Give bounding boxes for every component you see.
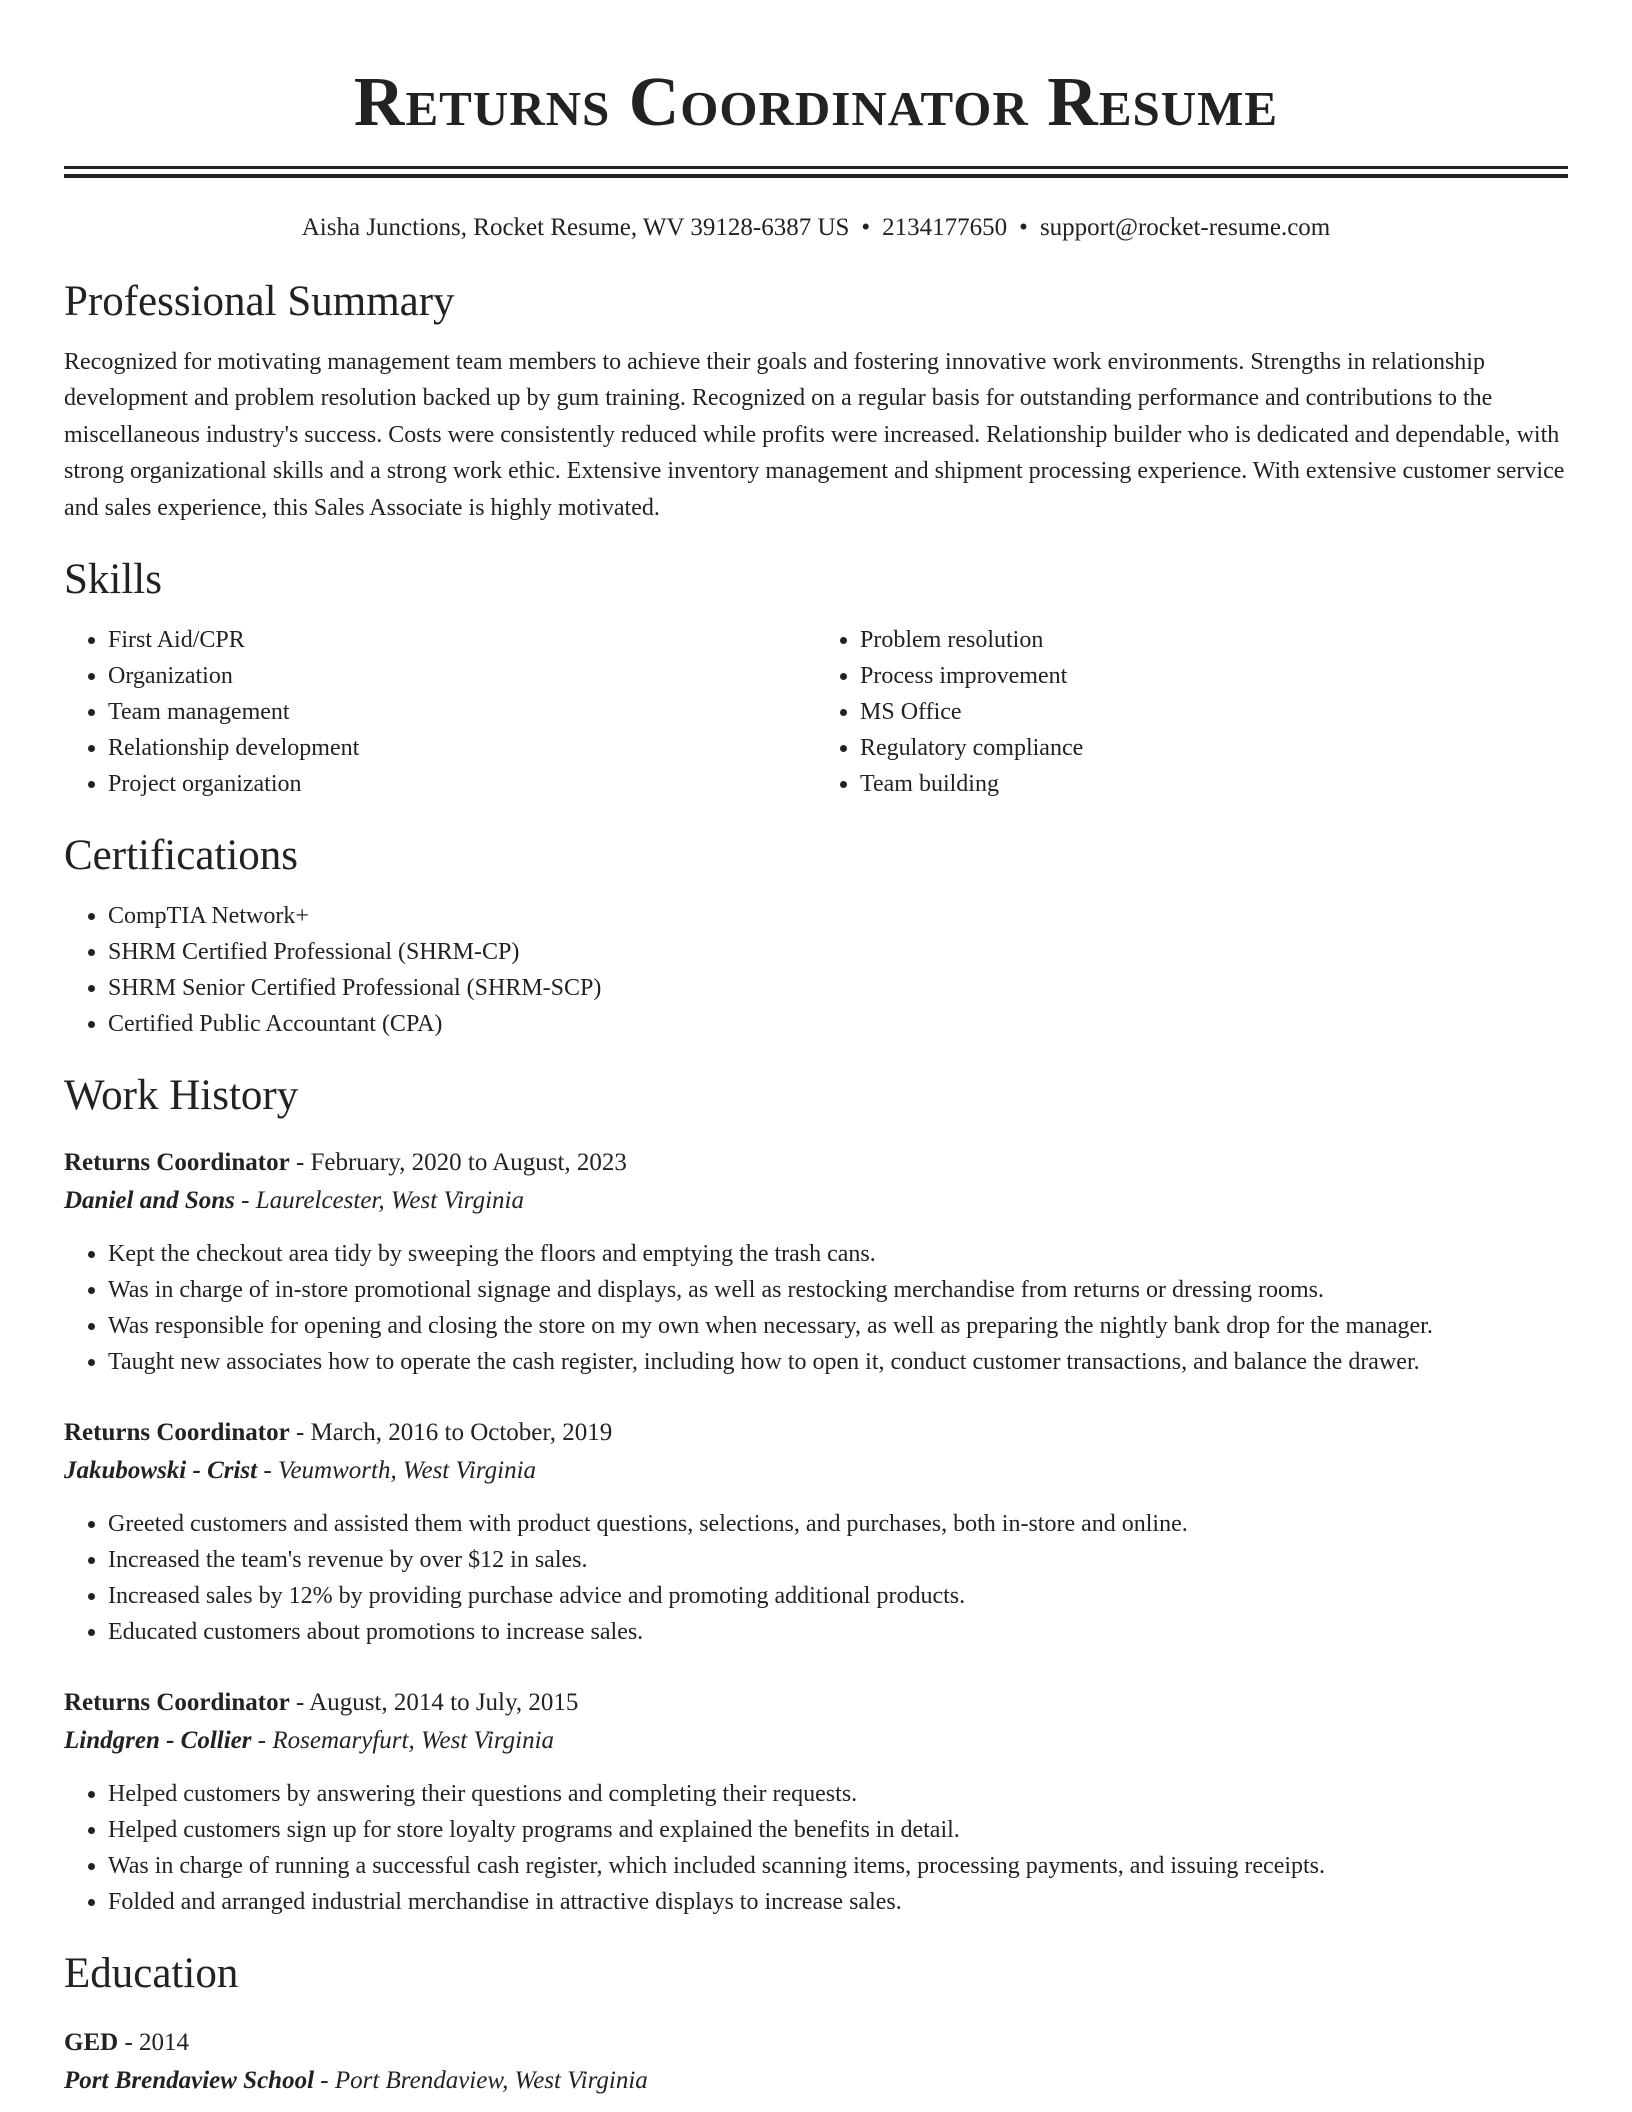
skill-item: • MS Office	[860, 694, 1568, 730]
job-dates: March, 2016 to October, 2019	[310, 1419, 613, 1447]
job-title-line: Returns Coordinator - August, 2014 to July, 2015	[64, 1689, 579, 1717]
page-title: Returns Coordinator Resume	[353, 64, 1279, 141]
skill-item: • Process improvement	[860, 658, 1568, 694]
skill-item: • Regulatory compliance	[860, 730, 1568, 766]
job-title-line: Returns Coordinator - March, 2016 to October, 2019	[64, 1419, 613, 1447]
education-year: 2014	[139, 2029, 190, 2057]
skill-item: • Problem resolution	[860, 622, 1568, 658]
education-section	[64, 1946, 1568, 2100]
job-duty: • Kept the checkout area tidy by sweeping the floors and emptying the trash cans.	[108, 1236, 1568, 1272]
certifications-section	[64, 828, 1568, 1042]
work-history-heading: Work History	[64, 1072, 299, 1120]
job-duty: • Taught new associates how to operate the cash register, including how to open it, conduct customer transactions, and balance the drawer.	[108, 1344, 1568, 1380]
job-duty: • Was in charge of in-store promotional signage and displays, as well as restocking merchandise from returns or dressing rooms.	[108, 1272, 1568, 1308]
job-title: Returns Coordinator	[64, 1689, 290, 1717]
education-degree-line: GED - 2014	[64, 2029, 190, 2057]
job-location: Veumworth, West Virginia	[277, 1457, 537, 1485]
skills-columns	[64, 622, 1568, 802]
job-duty: • Was responsible for opening and closing the store on my own when necessary, as well as preparing the nightly bank drop for the manager.	[108, 1308, 1568, 1344]
education-school: Port Brendaview School	[64, 2067, 315, 2095]
job-employer-line: Jakubowski - Crist - Veumworth, West Virginia	[64, 1457, 537, 1485]
skill-item: • Organization	[108, 658, 816, 694]
job-entry	[64, 1414, 1568, 1650]
job-entry	[64, 1144, 1568, 1380]
title-divider-top	[64, 166, 1568, 169]
title-divider-bottom	[64, 174, 1568, 178]
contact-email: support@rocket-resume.com	[1039, 214, 1331, 241]
skill-item: • Project organization	[108, 766, 816, 802]
work-history-section	[64, 1068, 1568, 1920]
job-title: Returns Coordinator	[64, 1149, 290, 1177]
job-location: Rosemaryfurt, West Virginia	[272, 1727, 555, 1755]
summary-heading: Professional Summary	[64, 278, 455, 325]
contact-phone: 2134177650	[882, 214, 1008, 241]
job-duty: • Educated customers about promotions to increase sales.	[108, 1614, 1568, 1650]
job-duty: • Helped customers by answering their questions and completing their requests.	[108, 1776, 1568, 1812]
job-duties	[64, 1776, 1568, 1920]
job-title: Returns Coordinator	[64, 1419, 290, 1447]
education-degree: GED	[64, 2029, 119, 2057]
certification-item: • SHRM Senior Certified Professional (SHRM-SCP)	[108, 970, 1568, 1006]
job-duty: • Folded and arranged industrial merchandise in attractive displays to increase sales.	[108, 1884, 1568, 1920]
certifications-list	[64, 898, 1568, 1042]
contact-line	[64, 212, 1568, 244]
job-employer-line: Daniel and Sons - Laurelcester, West Virginia	[64, 1187, 524, 1215]
skill-item: • Team building	[860, 766, 1568, 802]
education-school-line: Port Brendaview School - Port Brendaview, West Virginia	[64, 2067, 648, 2095]
job-employer: Lindgren - Collier	[64, 1727, 252, 1755]
job-dates: August, 2014 to July, 2015	[309, 1689, 579, 1717]
certification-item: • Certified Public Accountant (CPA)	[108, 1006, 1568, 1042]
job-employer: Jakubowski - Crist	[64, 1457, 258, 1485]
education-heading: Education	[64, 1950, 239, 1998]
skill-item: • Team management	[108, 694, 816, 730]
skills-section	[64, 552, 1568, 802]
job-employer: Daniel and Sons	[64, 1187, 235, 1215]
certification-item: • SHRM Certified Professional (SHRM-CP)	[108, 934, 1568, 970]
certification-item: • CompTIA Network+	[108, 898, 1568, 934]
contact-address: Aisha Junctions, Rocket Resume, WV 39128-6387 US	[301, 214, 850, 241]
job-location: Laurelcester, West Virginia	[255, 1187, 524, 1215]
contact-separator: •	[861, 214, 871, 241]
skill-item: • First Aid/CPR	[108, 622, 816, 658]
education-entry	[64, 2024, 1568, 2100]
summary-text: Recognized for motivating management team members to achieve their goals and fostering innovative work environments. Strengths in relationship development and problem resolution backed up by gum training. Recognized on a regular basis for outstanding performance and contributions to the miscellaneous industry's success. Costs were consistently reduced while profits were increased. Relationship builder who is dedicated and dependable, with strong organizational skills and a strong work ethic. Extensive inventory management and shipment processing experience. With extensive customer service and sales experience, this Sales Associate is highly motivated.	[64, 349, 1565, 521]
job-duty: • Increased the team's revenue by over $12 in sales.	[108, 1542, 1568, 1578]
job-dates: February, 2020 to August, 2023	[310, 1149, 627, 1177]
education-location: Port Brendaview, West Virginia	[334, 2067, 648, 2095]
job-duty: • Increased sales by 12% by providing purchase advice and promoting additional products.	[108, 1578, 1568, 1614]
skill-item: • Relationship development	[108, 730, 816, 766]
job-duty: • Was in charge of running a successful cash register, which included scanning items, processing payments, and issuing receipts.	[108, 1848, 1568, 1884]
job-title-line: Returns Coordinator - February, 2020 to August, 2023	[64, 1149, 627, 1177]
skills-heading: Skills	[64, 556, 162, 604]
job-duties	[64, 1236, 1568, 1380]
job-duty: • Greeted customers and assisted them with product questions, selections, and purchases, both in-store and online.	[108, 1506, 1568, 1542]
job-entry	[64, 1684, 1568, 1920]
skills-list-left	[64, 622, 816, 802]
certifications-heading: Certifications	[64, 832, 299, 880]
skills-list-right	[816, 622, 1568, 802]
job-employer-line: Lindgren - Collier - Rosemaryfurt, West Virginia	[64, 1727, 555, 1755]
job-duty: • Helped customers sign up for store loyalty programs and explained the benefits in detail.	[108, 1812, 1568, 1848]
contact-separator: •	[1019, 214, 1028, 241]
job-duties	[64, 1506, 1568, 1650]
